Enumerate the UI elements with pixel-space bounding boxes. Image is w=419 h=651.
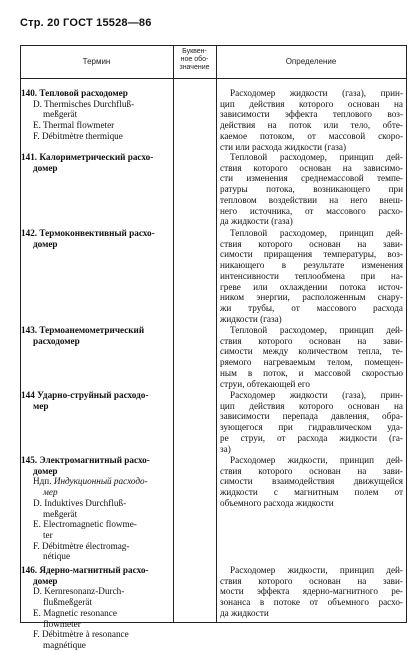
table-right-rule [406, 45, 407, 623]
term-140: 140. Тепловой расходомер D. Thermisches Durchfluß- meßgerät E. Thermal flowmeter F. Débitmètre thermique [21, 88, 135, 141]
table-symbol-definition-rule [216, 45, 217, 623]
term-141: 141. Калориметрический расхо- домер [21, 152, 154, 173]
definition-141: Тепловой расходомер, принцип дей- ствия которого основан на зависимо- сти изменения среднемассовой темпе- ратуры потока, возникающего при тепловом воздействии на него внеш- него источника, от массового расхо- да жидкости (газа) [220, 152, 403, 227]
column-header-definition: Определение [285, 57, 337, 66]
terms-table [20, 45, 407, 650]
table-term-symbol-rule [173, 45, 174, 623]
column-header-symbol: Буквен- ное обо- значение [179, 48, 210, 71]
table-header-rule [20, 78, 407, 79]
term-142: 142. Термоконвективный расхо- домер [21, 228, 155, 249]
definition-145: Расходомер жидкости, принцип дей- ствия которого основан на зави- симости взаимодействия движущейся жидкости с магнитным полем от объемного расхода жидкости [220, 455, 403, 508]
term-146: 146. Ядерно-магнитный расхо- домер D. Kernresonanz-Durch- flußmeßgerät E. Magnetic resonance flowmeter F. Débitmètre à resonance magnétique [21, 565, 149, 650]
term-143: 143. Термоанемометрический расходомер [21, 325, 145, 346]
definition-146: Расходомер жидкости, принцип дей- ствия которого основан на зави- мости эффекта ядерно-магнитного ре- зонанса в потоке от объемного расхо- да жидкости [220, 565, 403, 618]
term-144: 144 Ударно-струйный расходо- мер [21, 390, 149, 411]
column-header-term: Термин [82, 57, 111, 66]
definition-143: Тепловой расходомер, принцип дей- ствия которого основан на зави- симости между количеством тепла, те- ряемого нагреваемым телом, помещен- ным в поток, и массовой скоростью струи, обтекающей его [220, 325, 403, 389]
page-header: Стр. 20 ГОСТ 15528—86 [20, 17, 152, 29]
term-145: 145. Электромагнитный расхо- домер Ндп. Индукционный расходо- мер D. Induktives Durchfluß- meßgerät E. Electromagnetic flowme- ter F. Débitmètre électromag- nétique [21, 455, 150, 562]
definition-140: Расходомер жидкости (газа), прин- цип действия которого основан на зависимости эффекта теплового воз- действия на поток или тело, обте- каемое потоком, от массовой скоро- сти или расхода жидкости (газа) [220, 88, 403, 152]
definition-144: Расходомер жидкости (газа), прин- цип действия которого основан на зависимости перепада давления, обра- зующегося при гидравлическом уда- ре струи, от расхода жидкости (га- за) [220, 390, 403, 454]
definition-142: Тепловой расходомер, принцип дей- ствия которого основан на зави- симости приращения температуры, воз- никающего в результате изменения интенсивности теплообмена при на- греве или охлаждении потока источ- ником энергии, расположенным снару- жи трубы, от массового расхода жидкости (газа) [220, 228, 403, 324]
table-top-rule [20, 45, 407, 46]
